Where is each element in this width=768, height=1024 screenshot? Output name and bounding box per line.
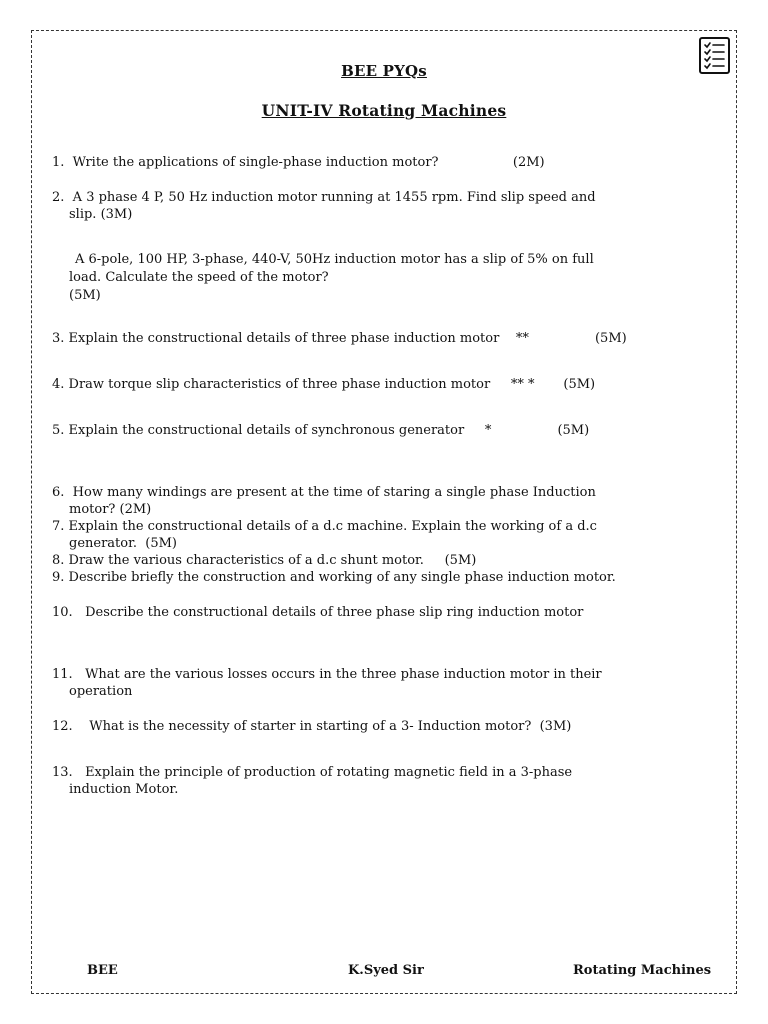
unit-title: UNIT-IV Rotating Machines <box>261 101 507 120</box>
question-11-cont: operation <box>69 684 133 699</box>
question-2b-cont: load. Calculate the speed of the motor? <box>69 270 329 285</box>
footer-chapter: Rotating Machines <box>573 963 712 978</box>
question-1: 1. Write the applications of single-phase induction motor? (2M) <box>52 155 545 170</box>
question-9: 9. Describe briefly the construction and working of any single phase induction motor. <box>52 570 616 585</box>
footer-subject: BEE <box>87 963 118 978</box>
footer-author: K.Syed Sir <box>348 963 424 978</box>
page-title: BEE PYQs <box>341 62 427 80</box>
question-2: 2. A 3 phase 4 P, 50 Hz induction motor running at 1455 rpm. Find slip speed and <box>52 190 596 205</box>
question-7: 7. Explain the constructional details of a d.c machine. Explain the working of a d.c <box>52 519 597 534</box>
question-13: 13. Explain the principle of production of rotating magnetic field in a 3-phase <box>52 765 573 780</box>
question-2b: A 6-pole, 100 HP, 3-phase, 440-V, 50Hz induction motor has a slip of 5% on full <box>75 252 594 267</box>
question-13-cont: induction Motor. <box>69 782 179 797</box>
question-4: 4. Draw torque slip characteristics of three phase induction motor ** * (5M) <box>52 377 596 392</box>
question-8: 8. Draw the various characteristics of a d.c shunt motor. (5M) <box>52 553 477 568</box>
question-10: 10. Describe the constructional details of three phase slip ring induction motor <box>52 605 584 620</box>
question-12: 12. What is the necessity of starter in starting of a 3- Induction motor? (3M) <box>52 719 572 734</box>
question-3: 3. Explain the constructional details of three phase induction motor ** (5M) <box>52 331 627 346</box>
question-6: 6. How many windings are present at the time of staring a single phase Induction <box>52 485 596 500</box>
question-2b-marks: (5M) <box>69 288 101 303</box>
question-6-cont: motor? (2M) <box>69 502 152 517</box>
question-7-cont: generator. (5M) <box>69 536 178 551</box>
question-11: 11. What are the various losses occurs in the three phase induction motor in their <box>52 667 602 682</box>
question-2-cont: slip. (3M) <box>69 207 133 222</box>
question-5: 5. Explain the constructional details of synchronous generator * (5M) <box>52 423 590 438</box>
